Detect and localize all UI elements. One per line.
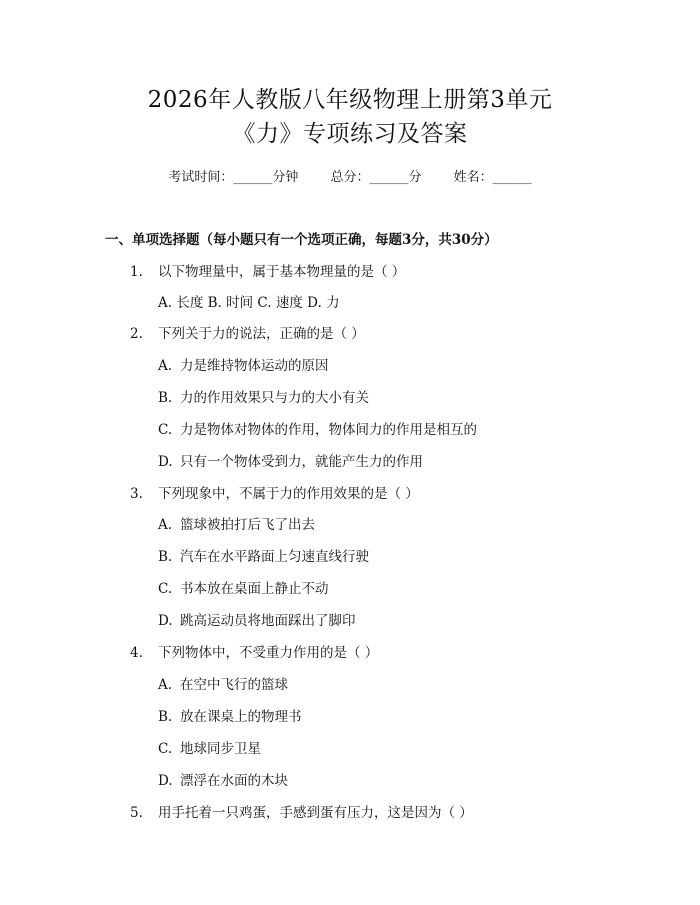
question-2 [130, 324, 365, 344]
option-label: C. [158, 741, 173, 757]
total-score-field: 总分：______分 [330, 170, 422, 185]
document-title-line-2: 《力》专项练习及答案 [232, 121, 468, 147]
option-text: 汽车在水平路面上匀速直线行驶 [180, 549, 369, 565]
option-label: B. [158, 709, 173, 725]
option-4c [158, 739, 261, 759]
section-heading-single-choice: 一、单项选择题（每小题只有一个选项正确，每题3分，共30分） [105, 232, 498, 248]
option-text: 放在课桌上的物理书 [180, 709, 302, 725]
exam-time-field: 考试时间：______分钟 [168, 170, 299, 185]
option-label: D. [158, 773, 173, 789]
option-text: 书本放在桌面上静止不动 [180, 581, 329, 597]
question-1 [130, 262, 405, 282]
option-label: C. [158, 422, 173, 438]
option-text: 只有一个物体受到力，就能产生力的作用 [180, 454, 423, 470]
option-3d [158, 611, 356, 631]
option-4a [158, 675, 288, 695]
option-text: 篮球被拍打后飞了出去 [180, 517, 315, 533]
option-2a [158, 356, 329, 376]
option-label: B. [158, 390, 173, 406]
question-number: 3. [130, 486, 143, 502]
option-text: 在空中飞行的篮球 [180, 677, 288, 693]
option-3a [158, 515, 315, 535]
option-text: 漂浮在水面的木块 [180, 773, 288, 789]
question-text: 下列关于力的说法，正确的是（ ） [158, 326, 365, 342]
exam-meta [0, 169, 700, 187]
option-4b [158, 707, 302, 727]
question-text: 下列现象中，不属于力的作用效果的是（ ） [158, 486, 419, 502]
option-label: A. [158, 677, 173, 693]
question-4 [130, 643, 378, 663]
question-number: 2. [130, 326, 143, 342]
option-3b [158, 547, 369, 567]
option-text: 跳高运动员将地面踩出了脚印 [180, 613, 356, 629]
question-3 [130, 484, 419, 504]
option-3c [158, 579, 329, 599]
question-text: 以下物理量中，属于基本物理量的是（ ） [158, 264, 406, 280]
option-2d [158, 452, 423, 472]
option-label: A. [158, 517, 173, 533]
option-2b [158, 388, 369, 408]
option-label: D. [158, 454, 173, 470]
option-label: A. [158, 358, 173, 374]
question-number: 5. [130, 805, 143, 821]
option-text: 力是维持物体运动的原因 [180, 358, 329, 374]
option-text: 力的作用效果只与力的大小有关 [180, 390, 369, 406]
question-1-options: A. 长度 B. 时间 C. 速度 D. 力 [158, 295, 340, 311]
option-label: B. [158, 549, 173, 565]
question-text: 下列物体中，不受重力作用的是（ ） [158, 645, 379, 661]
option-text: 力是物体对物体的作用，物体间力的作用是相互的 [180, 422, 477, 438]
option-4d [158, 771, 288, 791]
question-number: 1. [130, 264, 143, 280]
option-label: C. [158, 581, 173, 597]
question-5 [130, 803, 473, 823]
student-name-field: 姓名：______ [453, 170, 532, 185]
question-number: 4. [130, 645, 143, 661]
option-text: 地球同步卫星 [180, 741, 261, 757]
option-2c [158, 420, 477, 440]
question-text: 用手托着一只鸡蛋，手感到蛋有压力，这是因为（ ） [158, 805, 473, 821]
document-title-line-1: 2026年人教版八年级物理上册第3单元 [147, 87, 553, 113]
option-label: D. [158, 613, 173, 629]
